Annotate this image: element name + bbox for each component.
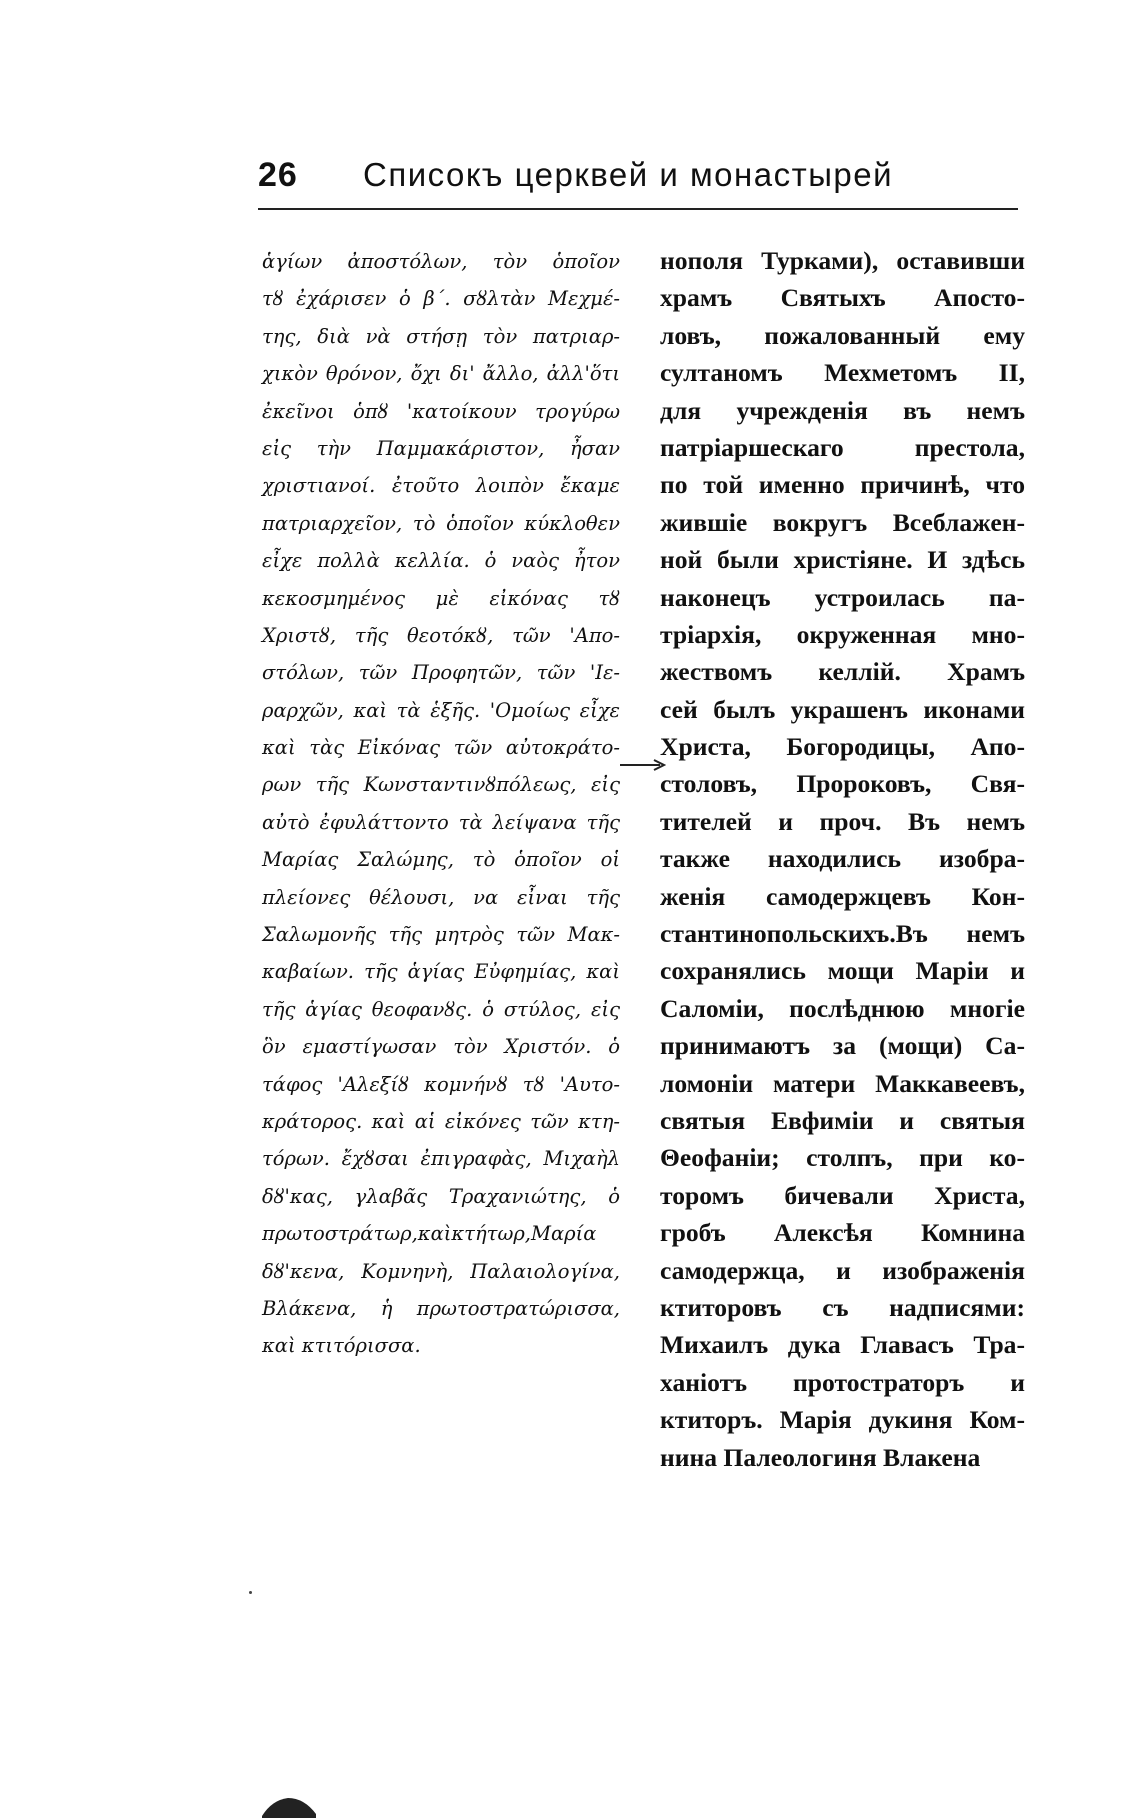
russian-text-line: храмъ Святыхъ Апосто- xyxy=(660,283,1025,313)
margin-arrow-icon xyxy=(620,758,666,772)
russian-text-line: женія самодержцевъ Кон- xyxy=(660,881,1025,911)
russian-text-line: патріаршескаго престола, xyxy=(660,432,1025,462)
russian-text-line: ловъ, пожалованный ему xyxy=(660,320,1025,350)
greek-text-line: Μαρίας Σαλώμης, τὸ ὁποῖον οἱ xyxy=(262,848,620,872)
russian-text-line: столовъ, Пророковъ, Свя- xyxy=(660,769,1025,799)
greek-text-line: τάφος 'Αλεξίȣ κομνήνȣ τȣ 'Αυτο- xyxy=(262,1072,620,1096)
greek-text-line: κεκοσμημένος μὲ εἰκόνας τȣ xyxy=(262,586,620,610)
ink-smudge xyxy=(262,1794,316,1818)
greek-text-line: ρων τῆς Κωνσταντινȣπόλεως, εἰς xyxy=(262,773,620,797)
russian-text-line: Саломіи, послѣднюю многіе xyxy=(660,993,1025,1023)
russian-text-line: сей былъ украшенъ иконами xyxy=(660,694,1025,724)
russian-text-line: тителей и проч. Въ немъ xyxy=(660,806,1025,836)
greek-text-line: ραρχῶν, καὶ τὰ ἑξῆς. 'Ομοίως εἶχε xyxy=(262,698,620,722)
greek-text-line: δȣ'κενα, Κομνηνὴ, Παλαιολογίνα, xyxy=(262,1259,620,1283)
greek-text-line: κράτορος. καὶ αἱ εἰκόνες τῶν κτη- xyxy=(262,1109,620,1133)
greek-text-line: χικὸν θρόνον, ὄχι δι' ἄλλο, ἀλλ'ὅτι xyxy=(262,362,620,386)
greek-text-line: Βλάκενα, ἡ πρωτοστρατώρισσα, xyxy=(262,1296,620,1320)
russian-text-line: также находились изобра- xyxy=(660,844,1025,874)
russian-text-column xyxy=(660,242,1025,1476)
greek-text-line: ὃν ɛμαστίγωσαν τὸν Χριστόν. ὁ xyxy=(262,1035,620,1059)
greek-text-line: εἰς τὴν Παμμακάριστον, ἦσαν xyxy=(262,436,620,460)
russian-text-line: самодержца, и изображенія xyxy=(660,1255,1025,1285)
greek-text-line: τȣ ἐχάρισεν ὁ β΄. σȣλτὰν Μεχμέ- xyxy=(262,287,620,311)
greek-text-line: ἁγίων ἀποστόλων, τὸν ὁποῖον xyxy=(262,250,620,273)
greek-text-line: καὶ τὰς Εἰκόνας τῶν αὐτοκράτο- xyxy=(262,736,620,760)
russian-text-line: святыя Евфиміи и святыя xyxy=(660,1105,1025,1135)
page-header xyxy=(258,150,1018,210)
russian-text-line: ломоніи матери Маккавеевъ, xyxy=(660,1068,1025,1098)
greek-text-line: στόλων, τῶν Προφητῶν, τῶν 'Ιε- xyxy=(262,661,620,685)
russian-text-line: торомъ бичевали Христа, xyxy=(660,1180,1025,1210)
greek-text-line: Χριστȣ, τῆς θεοτόκȣ, τῶν 'Απο- xyxy=(262,623,620,647)
russian-text-line: ной были христіяне. И здѣсь xyxy=(660,545,1025,575)
russian-text-line: жествомъ келлій. Храмъ xyxy=(660,657,1025,687)
greek-text-line: χριστιανοί. ἐτοῦτο λοιπὸν ἔκαμε xyxy=(262,474,620,498)
running-title: Списокъ церквей и монастырей xyxy=(363,156,894,193)
greek-text-line: τῆς ἁγίας θεοφανȣς. ὁ στύλος, εἰς xyxy=(262,997,620,1021)
russian-text-line: Θеофаніи; столпъ, при ко- xyxy=(660,1143,1025,1173)
russian-text-line: нина Палеологиня Влакена xyxy=(660,1442,981,1472)
russian-text-line: для учрежденія въ немъ xyxy=(660,395,1025,425)
russian-text-line: жившіе вокругъ Всеблажен- xyxy=(660,507,1025,537)
greek-text-line: της, διὰ νὰ στήσῃ τὸν πατριαρ- xyxy=(262,324,620,348)
russian-text-line: наконецъ устроилась па- xyxy=(660,582,1025,612)
greek-text-column xyxy=(262,243,620,1365)
russian-text-line: по той именно причинѣ, что xyxy=(660,470,1025,500)
russian-text-line: стантинопольскихъ.Въ немъ xyxy=(660,919,1025,949)
russian-text-line: султаномъ Мехметомъ II, xyxy=(660,358,1025,388)
greek-text-line: αὐτὸ ἐφυλάττοντο τὰ λείψανα τῆς xyxy=(262,810,620,834)
greek-text-line: πατριαρχεῖον, τὸ ὁποῖον κύκλοθεν xyxy=(262,511,620,535)
russian-text-line: Михаилъ дука Главасъ Тра- xyxy=(660,1330,1025,1360)
russian-text-line: гробъ Алексѣя Комнина xyxy=(660,1218,1025,1248)
greek-text-line: πρωτοστράτωρ,καὶκτήτωρ,Μαρία xyxy=(262,1222,597,1246)
russian-text-line: ктиторъ. Марія дукиня Ком- xyxy=(660,1405,1025,1435)
greek-text-line: Σαλωμονῆς τῆς μητρὸς τῶν Μακ- xyxy=(262,923,620,947)
stray-mark xyxy=(249,1591,252,1594)
russian-text-line: сохранялись мощи Маріи и xyxy=(660,956,1025,986)
russian-text-line: нополя Турками), оставивши xyxy=(660,246,1025,275)
greek-text-line: εἶχε πολλὰ κελλία. ὁ ναὸς ἦτον xyxy=(262,549,620,573)
greek-text-line: τόρων. ἔχȣσαι ἐπιγραφὰς, Μιχαὴλ xyxy=(262,1147,620,1171)
greek-text-line: δȣ'κας, γλαβᾶς Τραχανιώτης, ὁ xyxy=(262,1184,620,1208)
page-number: 26 xyxy=(258,156,298,194)
greek-text-line: καβαίων. τῆς ἁγίας Εὐφημίας, καὶ xyxy=(262,960,620,984)
russian-text-line: принимаютъ за (мощи) Са- xyxy=(660,1031,1025,1061)
russian-text-line: ханіотъ протостраторъ и xyxy=(660,1367,1025,1397)
russian-text-line: ктиторовъ съ надписями: xyxy=(660,1292,1025,1322)
greek-text-line: ἐκεῖνοι ὁπȣ 'κατοίκουν τρογύρω xyxy=(262,399,620,423)
russian-text-line: тріархія, окруженная мно- xyxy=(660,619,1025,649)
greek-text-line: καὶ κτιτόρισσα. xyxy=(262,1334,421,1358)
greek-text-line: πλείονες θέλουσι, να εἶναι τῆς xyxy=(262,885,620,909)
russian-text-line: Христа, Богородицы, Апо- xyxy=(660,732,1025,762)
